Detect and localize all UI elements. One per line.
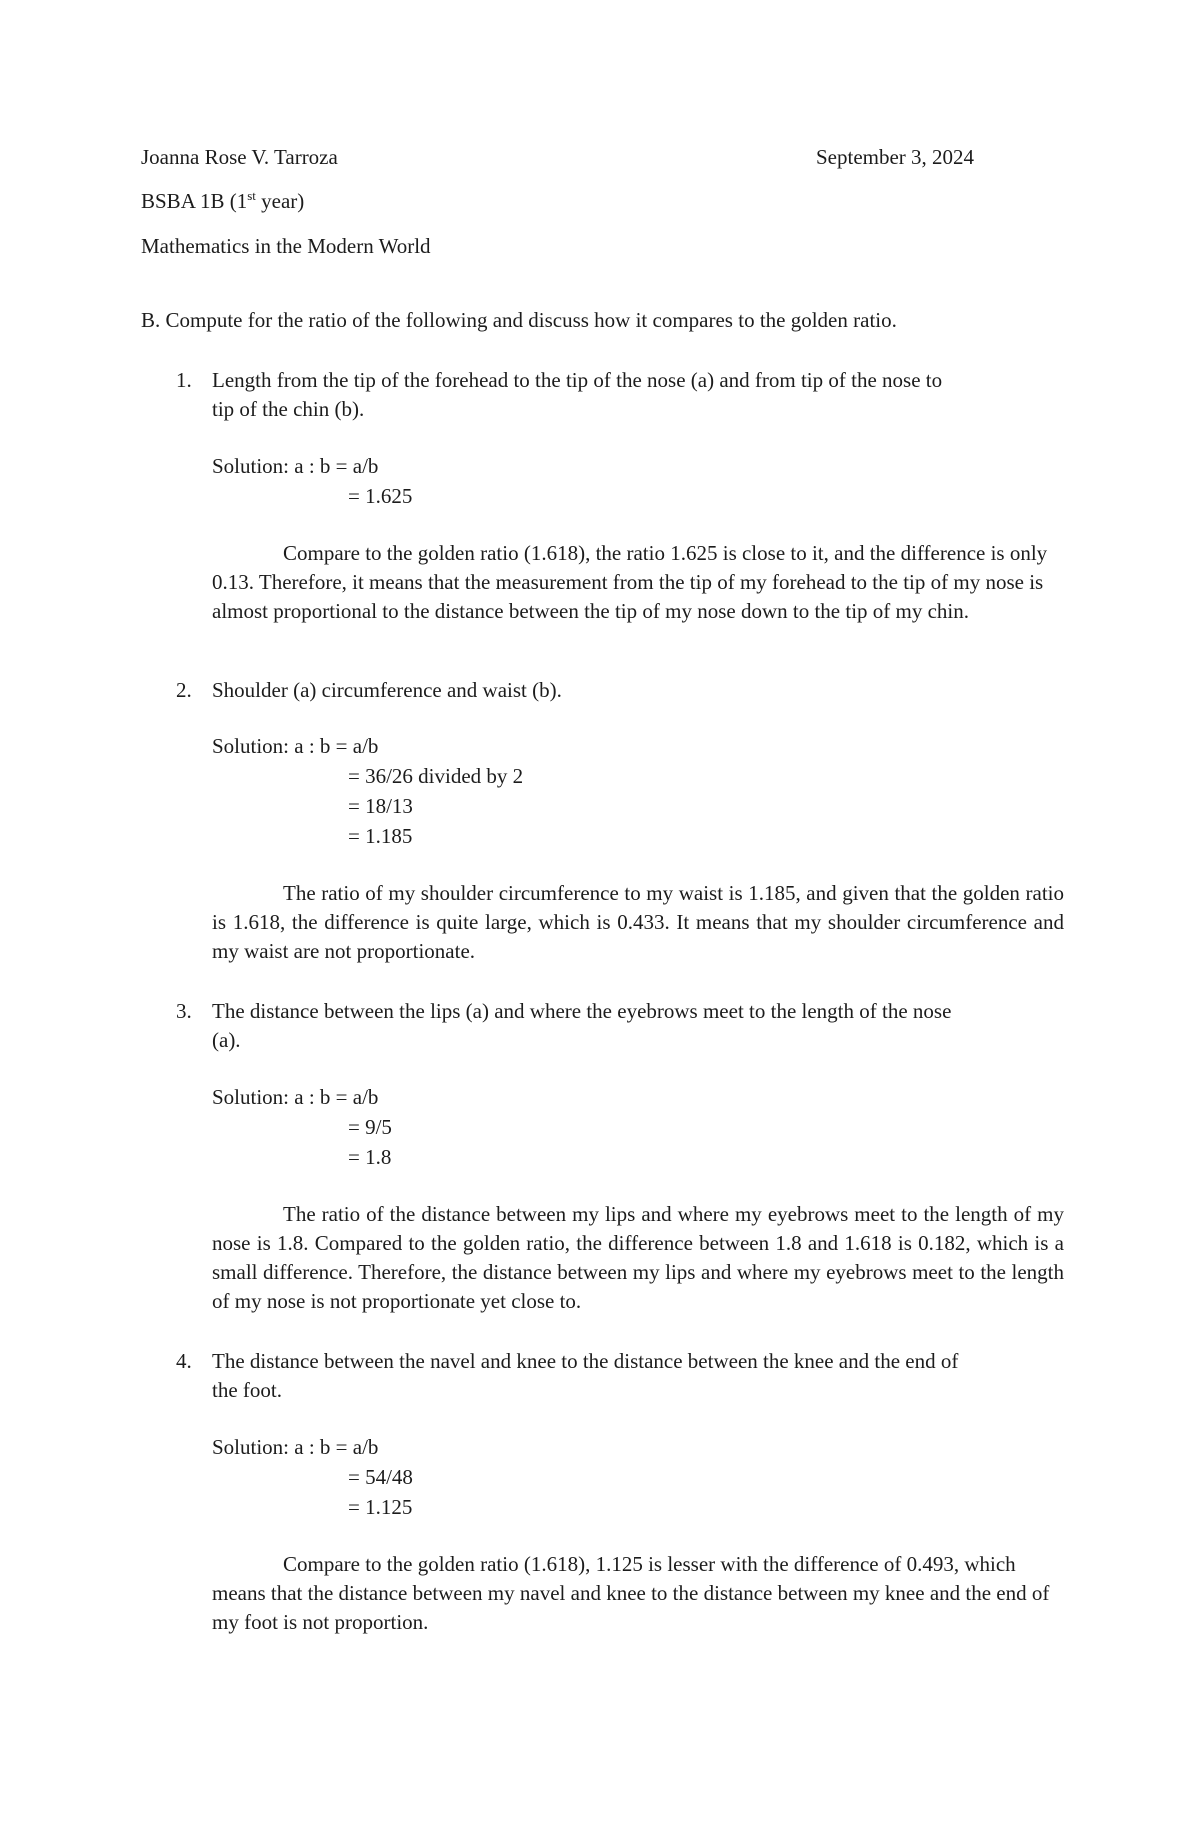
solution-step: = 1.185 [348, 824, 413, 848]
solution-step: = 1.125 [348, 1495, 413, 1519]
solution-step: = 36/26 divided by 2 [348, 764, 524, 788]
discussion-paragraph: Compare to the golden ratio (1.618), the ratio 1.625 is close to it, and the difference is only 0.13. Therefore, it means that the measurement from the tip of my forehead to the tip of my nose is almost proportional to the distance between the tip of my nose down to the tip of my chin. [212, 541, 1048, 623]
solution-label: Solution: a : b = a/b [212, 454, 379, 478]
discussion-paragraph: The ratio of the distance between my lips and where my eyebrows meet to the length of my nose is 1.8. Compared to the golden ratio, the difference between 1.8 and 1.618 is 0.182, which is a small difference. Therefore, the distance between my lips and where my eyebrows meet to the length of my nose is not proportionate yet close to. [212, 1202, 1064, 1313]
solution-label: Solution: a : b = a/b [212, 1435, 379, 1459]
question-line: The distance between the navel and knee to the distance between the knee and the end of [212, 1349, 959, 1373]
solution-step: = 9/5 [348, 1115, 392, 1139]
document-date: September 3, 2024 [816, 145, 975, 169]
item-number: 1. [176, 368, 192, 392]
solution-label: Solution: a : b = a/b [212, 1085, 379, 1109]
solution-step: = 1.8 [348, 1145, 392, 1169]
question-line: Length from the tip of the forehead to the tip of the nose (a) and from tip of the nose to [212, 368, 943, 392]
course-superscript: st [247, 188, 256, 203]
question-line: The distance between the lips (a) and where the eyebrows meet to the length of the nose [212, 999, 952, 1023]
author-name: Joanna Rose V. Tarroza [141, 145, 338, 169]
instruction-text: B. Compute for the ratio of the following and discuss how it compares to the golden ratio. [141, 308, 897, 332]
course-suffix: year) [255, 189, 305, 213]
question-line: the foot. [212, 1378, 282, 1402]
item-number: 3. [176, 999, 192, 1023]
solution-step: = 1.625 [348, 484, 413, 508]
question-line: Shoulder (a) circumference and waist (b). [212, 678, 562, 702]
question-line: (a). [212, 1028, 241, 1052]
course-prefix: BSBA 1B (1 [141, 189, 248, 213]
question-line: tip of the chin (b). [212, 397, 365, 421]
course-line [141, 187, 304, 216]
subject-line: Mathematics in the Modern World [141, 234, 431, 258]
item-number: 2. [176, 678, 192, 702]
discussion-paragraph: Compare to the golden ratio (1.618), 1.125 is lesser with the difference of 0.493, which means that the distance between my navel and knee to the distance between my knee and the end of my foot is not proportion. [212, 1552, 1050, 1634]
solution-label: Solution: a : b = a/b [212, 734, 379, 758]
item-number: 4. [176, 1349, 192, 1373]
solution-step: = 18/13 [348, 794, 413, 818]
solution-step: = 54/48 [348, 1465, 413, 1489]
discussion-paragraph: The ratio of my shoulder circumference to my waist is 1.185, and given that the golden ratio is 1.618, the difference is quite large, which is 0.433. It means that my shoulder circumference and my waist are not proportionate. [212, 881, 1064, 963]
